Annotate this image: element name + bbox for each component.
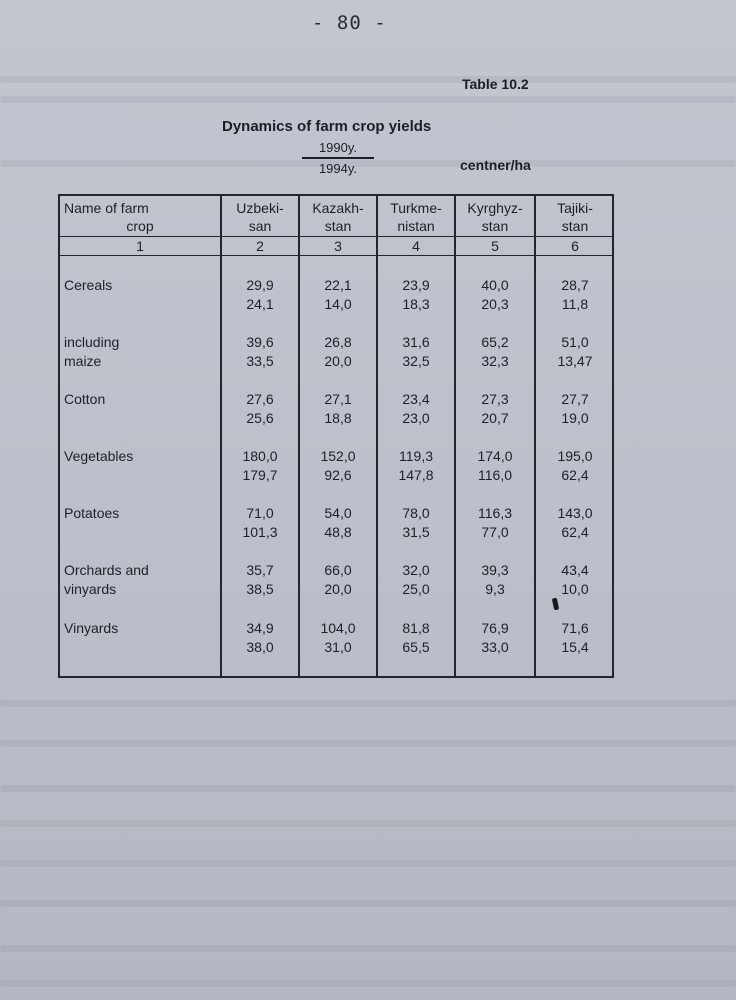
yield-1990-cell: 40,0 [481,277,509,293]
header-uzbekistan: Uzbeki- [236,200,284,216]
yield-1990-cell: 195,0 [557,448,593,464]
unit-label: centner/ha [460,157,531,173]
yield-1994-cell: 15,4 [561,639,589,655]
yield-1994-cell: 20,0 [324,353,352,369]
yield-1990-cell: 39,6 [246,334,274,350]
yield-1994-cell: 48,8 [324,524,352,540]
yield-1990-cell: 152,0 [320,448,356,464]
yield-1994-cell: 33,5 [246,353,274,369]
header-kyrgyzstan-line2: stan [481,218,509,234]
yield-1994-cell: 14,0 [324,296,352,312]
crop-name: Potatoes [64,505,120,521]
yield-1994-cell: 31,5 [402,524,430,540]
yield-1990-cell: 23,4 [402,391,430,407]
yield-1990-cell: 81,8 [402,620,430,636]
yield-1994-cell: 179,7 [242,467,278,483]
yield-1990-cell: 54,0 [324,505,352,521]
yield-1994-cell: 20,7 [481,410,509,426]
column-divider [454,194,456,678]
bleed-through-line [0,740,736,747]
yield-1990-cell: 27,1 [324,391,352,407]
bleed-through-line [0,700,736,707]
yield-1994-cell: 62,4 [561,524,589,540]
page-number: - 80 - [312,12,387,34]
yield-1990-cell: 26,8 [324,334,352,350]
header-tajikistan: Tajiki- [557,200,593,216]
header-index: 5 [491,238,499,254]
header-index: 4 [412,238,420,254]
yield-1994-cell: 18,8 [324,410,352,426]
yield-1994-cell: 10,0 [561,581,589,597]
yield-1990-cell: 28,7 [561,277,589,293]
yield-1990-cell: 51,0 [561,334,589,350]
bleed-through-line [0,785,736,792]
yield-1990-cell: 29,9 [246,277,274,293]
header-kyrgyzstan: Kyrghyz- [467,200,523,216]
crop-name: including [64,334,120,350]
header-index: 6 [571,238,579,254]
yield-1994-cell: 116,0 [478,467,512,483]
yield-1994-cell: 11,8 [561,296,589,312]
yield-1994-cell: 13,47 [557,353,593,369]
column-divider [298,194,300,678]
yield-1994-cell: 62,4 [561,467,589,483]
yield-1994-cell: 38,5 [246,581,274,597]
bleed-through-line [0,945,736,952]
year-fraction [302,140,374,177]
yield-1990-cell: 27,3 [481,391,509,407]
yield-1990-cell: 39,3 [481,562,509,578]
yield-1990-cell: 119,3 [399,448,433,464]
yield-1994-cell: 32,5 [402,353,430,369]
header-index: 1 [136,238,144,254]
yield-1994-cell: 23,0 [402,410,430,426]
yield-1994-cell: 24,1 [246,296,274,312]
yield-1994-cell: 19,0 [561,410,589,426]
header-tajikistan-line2: stan [561,218,589,234]
yield-1990-cell: 65,2 [481,334,509,350]
yield-1990-cell: 78,0 [402,505,430,521]
crop-name: Cotton [64,391,106,407]
table-number: Table 10.2 [462,76,529,92]
header-crop-line2: crop [126,218,154,234]
yield-1990-cell: 35,7 [246,562,274,578]
yield-1990-cell: 34,9 [246,620,274,636]
header-kazakhstan-line2: stan [324,218,352,234]
yield-1994-cell: 31,0 [324,639,352,655]
crop-name: Cereals [64,277,113,293]
yield-table [58,194,614,678]
crop-name: Vegetables [64,448,134,464]
yield-1994-cell: 20,0 [324,581,352,597]
bleed-through-line [0,96,736,103]
yield-1990-cell: 27,7 [561,391,589,407]
bleed-through-line [0,76,736,83]
header-index: 3 [334,238,342,254]
yield-1994-cell: 65,5 [402,639,430,655]
yield-1990-cell: 22,1 [324,277,352,293]
yield-1994-cell: 20,3 [481,296,509,312]
yield-1990-cell: 32,0 [402,562,430,578]
yield-1990-cell: 66,0 [324,562,352,578]
bleed-through-line [0,820,736,827]
yield-1994-cell: 33,0 [481,639,509,655]
bleed-through-line [0,860,736,867]
yield-1994-cell: 18,3 [402,296,430,312]
yield-1990-cell: 143,0 [557,505,593,521]
yield-1994-cell: 92,6 [324,467,352,483]
crop-name: Orchards and [64,562,149,578]
yield-1990-cell: 43,4 [561,562,589,578]
yield-1990-cell: 71,0 [246,505,274,521]
yield-1990-cell: 104,0 [320,620,356,636]
fraction-bar [302,157,374,159]
crop-name: Vinyards [64,620,119,636]
yield-1990-cell: 174,0 [477,448,513,464]
bleed-through-line [0,980,736,987]
yield-1990-cell: 180,0 [242,448,278,464]
crop-name-line2: maize [64,353,102,369]
fraction-numerator: 1990y. [318,140,358,155]
column-divider [220,194,222,678]
yield-1990-cell: 27,6 [246,391,274,407]
fraction-denominator: 1994y. [318,160,358,176]
yield-1990-cell: 23,9 [402,277,430,293]
yield-1994-cell: 25,0 [402,581,430,597]
yield-1994-cell: 25,6 [246,410,274,426]
header-crop: Name of farm [64,200,149,216]
crop-name-line2: vinyards [64,581,117,597]
yield-1994-cell: 147,8 [398,467,434,483]
table-title: Dynamics of farm crop yields [222,118,432,135]
column-divider [534,194,536,678]
yield-1990-cell: 71,6 [561,620,589,636]
header-kazakhstan: Kazakh- [312,200,364,216]
bleed-through-line [0,900,736,907]
yield-1990-cell: 116,3 [478,505,512,521]
header-turkmenistan-line2: nistan [397,218,435,234]
header-turkmenistan: Turkme- [390,200,442,216]
yield-1994-cell: 9,3 [485,581,505,597]
yield-1994-cell: 32,3 [481,353,509,369]
yield-1990-cell: 31,6 [402,334,430,350]
header-uzbekistan-line2: san [248,218,272,234]
column-divider [376,194,378,678]
yield-1990-cell: 76,9 [481,620,509,636]
yield-1994-cell: 38,0 [246,639,274,655]
yield-1994-cell: 77,0 [481,524,509,540]
header-index: 2 [256,238,264,254]
yield-1994-cell: 101,3 [242,524,278,540]
